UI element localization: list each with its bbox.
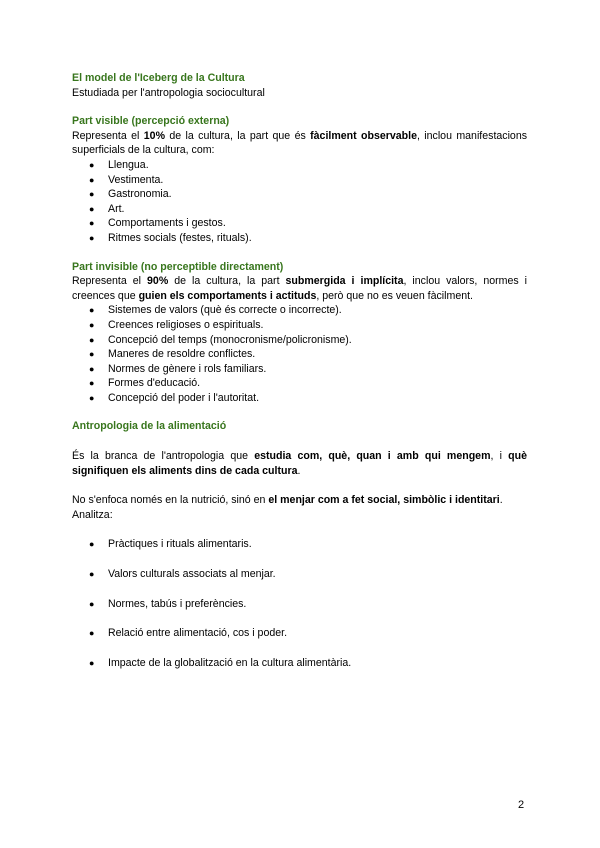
text-run: de la cultura, la part que és <box>164 129 311 142</box>
list-item-text: Relació entre alimentació, cos i poder. <box>108 627 288 640</box>
section-heading-visible: Part visible (percepció externa) <box>72 115 230 128</box>
invisible-list <box>72 303 527 405</box>
section-subtitle: Estudiada per l'antropologia sociocultural <box>72 86 265 99</box>
list-item-text: Llengua. <box>108 158 149 171</box>
list-item <box>72 376 527 391</box>
page-number: 2 <box>518 799 525 811</box>
bold-run: estudia com, què, quan i amb qui mengem <box>254 450 491 463</box>
list-item <box>72 303 527 318</box>
bullet-icon: ● <box>89 657 95 668</box>
spacer <box>72 434 527 449</box>
list-item <box>72 202 527 217</box>
bullet-icon: ● <box>89 363 95 374</box>
list-item <box>72 187 527 202</box>
bold-run: submergida i implícita <box>285 275 404 288</box>
bullet-icon: ● <box>89 598 95 609</box>
list-item <box>72 333 527 348</box>
text-run: . Analitza: <box>72 494 503 521</box>
list-item-text: Normes, tabús i preferències. <box>108 597 247 610</box>
spacer <box>72 478 527 493</box>
bullet-icon: ● <box>89 218 95 229</box>
list-item <box>72 567 527 582</box>
section-heading-food: Antropologia de la alimentació <box>72 420 227 433</box>
food-list <box>72 537 527 670</box>
list-item <box>72 318 527 333</box>
spacer <box>72 100 527 114</box>
list-item-text: Ritmes socials (festes, rituals). <box>108 231 252 244</box>
bold-run: 90% <box>147 275 169 288</box>
bullet-icon: ● <box>89 628 95 639</box>
bullet-icon: ● <box>89 174 95 185</box>
bullet-icon: ● <box>89 349 95 360</box>
text-run: No s'enfoca només en la nutrició, sinó en <box>72 494 269 507</box>
list-item-text: Maneres de resoldre conflictes. <box>108 348 256 361</box>
section-heading-invisible: Part invisible (no perceptible directament) <box>72 260 284 273</box>
bullet-icon: ● <box>89 319 95 330</box>
list-item <box>72 216 527 231</box>
bullet-icon: ● <box>89 334 95 345</box>
food-paragraph-2 <box>72 493 527 522</box>
text-run: , i <box>490 450 509 463</box>
text-run: Representa el <box>72 275 148 288</box>
text-run: És la branca de l'antropologia que <box>72 450 255 463</box>
list-item <box>72 391 527 406</box>
list-item-text: Creences religioses o espirituals. <box>108 318 264 331</box>
list-item-text: Normes de gènere i rols familiars. <box>108 362 267 375</box>
list-item <box>72 158 527 173</box>
bold-run: 10% <box>143 129 165 142</box>
document-page <box>72 71 527 685</box>
list-item <box>72 597 527 612</box>
bold-run: guien els comportaments i actituds <box>138 289 317 302</box>
list-item-text: Impacte de la globalització en la cultura alimentària. <box>108 656 352 669</box>
visible-intro-paragraph <box>72 129 527 158</box>
bold-run: fàcilment observable <box>310 129 417 142</box>
bold-run: què signifiquen els aliments dins de cada cultura <box>72 450 527 477</box>
bullet-icon: ● <box>89 378 95 389</box>
bullet-icon: ● <box>89 305 95 316</box>
list-item <box>72 626 527 641</box>
text-run: Representa el <box>72 129 144 142</box>
list-item-text: Vestimenta. <box>108 173 164 186</box>
list-item-text: Art. <box>108 202 125 215</box>
list-item-text: Formes d'educació. <box>108 377 201 390</box>
list-item-text: Sistemes de valors (què és correcte o incorrecte). <box>108 304 342 317</box>
spacer <box>72 522 527 537</box>
invisible-intro-paragraph <box>72 274 527 303</box>
list-item <box>72 231 527 246</box>
bullet-icon: ● <box>89 392 95 403</box>
bold-run: el menjar com a fet social, simbòlic i identitari <box>268 494 500 507</box>
text-run: , inclou valors, normes i creences que <box>72 275 527 302</box>
bullet-icon: ● <box>89 203 95 214</box>
list-item-text: Concepció del poder i l'autoritat. <box>108 391 260 404</box>
list-item-text: Concepció del temps (monocronisme/policronisme). <box>108 333 352 346</box>
list-item-text: Valors culturals associats al menjar. <box>108 568 276 581</box>
bullet-icon: ● <box>89 569 95 580</box>
spacer <box>72 246 527 260</box>
bullet-icon: ● <box>89 189 95 200</box>
food-paragraph-1 <box>72 449 527 478</box>
bullet-icon: ● <box>89 159 95 170</box>
list-item <box>72 173 527 188</box>
list-item <box>72 537 527 552</box>
list-item <box>72 347 527 362</box>
text-run: , inclou manifestacions superficials de la cultura, com: <box>72 129 528 157</box>
list-item-text: Comportaments i gestos. <box>108 217 226 230</box>
list-item-text: Gastronomia. <box>108 188 172 201</box>
text-run: . <box>297 464 301 477</box>
list-item <box>72 362 527 377</box>
visible-list <box>72 158 527 246</box>
bullet-icon: ● <box>89 539 95 550</box>
text-run: , però que no es veuen fàcilment. <box>316 289 473 302</box>
bullet-icon: ● <box>89 232 95 243</box>
list-item <box>72 656 527 671</box>
spacer <box>72 405 527 419</box>
section-heading-iceberg: El model de l'Iceberg de la Cultura <box>72 72 245 84</box>
text-run: de la cultura, la part <box>168 275 286 288</box>
list-item-text: Pràctiques i rituals alimentaris. <box>108 538 252 551</box>
